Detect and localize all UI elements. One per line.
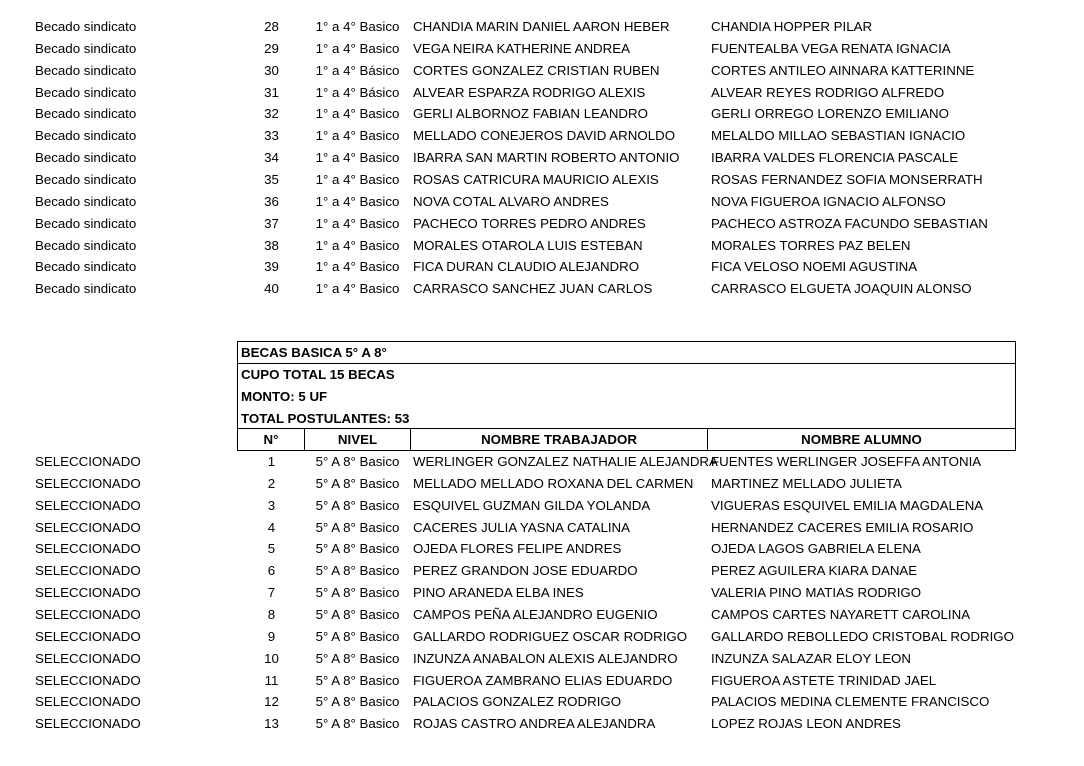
table-row (0, 103, 1084, 125)
row-nivel: 1° a 4° Básico (315, 62, 400, 78)
row-student-name: INZUNZA SALAZAR ELOY LEON (711, 650, 912, 666)
row-worker-name: PEREZ GRANDON JOSE EDUARDO (413, 563, 638, 579)
row-student-name: CARRASCO ELGUETA JOAQUIN ALONSO (711, 281, 972, 297)
row-worker-name: MELLADO MELLADO ROXANA DEL CARMEN (413, 475, 694, 491)
row-nivel: 1° a 4° Básico (315, 84, 400, 100)
row-status: Becado sindicato (35, 281, 137, 297)
table-row (0, 147, 1084, 169)
row-nivel: 1° a 4° Basico (315, 237, 400, 253)
table-row (0, 604, 1084, 626)
row-nivel: 1° a 4° Basico (315, 171, 400, 187)
row-status: SELECCIONADO (35, 454, 141, 469)
row-number: 7 (267, 585, 276, 601)
row-student-name: VIGUERAS ESQUIVEL EMILIA MAGDALENA (711, 497, 984, 513)
row-worker-name: IBARRA SAN MARTIN ROBERTO ANTONIO (413, 150, 680, 166)
table-row (0, 16, 1084, 38)
row-number: 30 (264, 62, 279, 78)
row-worker-name: CORTES GONZALEZ CRISTIAN RUBEN (413, 62, 660, 78)
table-row (0, 648, 1084, 670)
row-status: Becado sindicato (35, 62, 137, 78)
row-worker-name: PINO ARANEDA ELBA INES (413, 585, 584, 601)
row-number: 29 (264, 40, 279, 56)
row-student-name: VALERIA PINO MATIAS RODRIGO (711, 585, 922, 601)
row-number: 9 (267, 628, 276, 644)
row-status: Becado sindicato (35, 237, 137, 253)
row-nivel: 1° a 4° Basico (315, 40, 400, 56)
row-number: 28 (264, 19, 279, 34)
row-number: 13 (264, 716, 279, 732)
row-status: Becado sindicato (35, 171, 137, 187)
row-status: Becado sindicato (35, 150, 137, 166)
row-nivel: 5° A 8° Basico (315, 519, 400, 535)
row-nivel: 5° A 8° Basico (315, 585, 400, 601)
row-student-name: PACHECO ASTROZA FACUNDO SEBASTIAN (711, 215, 988, 231)
row-nivel: 1° a 4° Basico (315, 193, 400, 209)
column-header-nivel: NIVEL (337, 432, 378, 447)
row-student-name: IBARRA VALDES FLORENCIA PASCALE (711, 150, 959, 166)
table-row (0, 82, 1084, 104)
row-nivel: 5° A 8° Basico (315, 694, 400, 710)
row-worker-name: CARRASCO SANCHEZ JUAN CARLOS (413, 281, 653, 297)
row-worker-name: FICA DURAN CLAUDIO ALEJANDRO (413, 259, 640, 275)
row-student-name: MELALDO MILLAO SEBASTIAN IGNACIO (711, 128, 966, 144)
row-status: Becado sindicato (35, 215, 137, 231)
row-status: SELECCIONADO (35, 541, 141, 557)
row-status: SELECCIONADO (35, 716, 141, 732)
row-nivel: 5° A 8° Basico (315, 672, 400, 688)
row-student-name: CHANDIA HOPPER PILAR (711, 19, 873, 34)
row-nivel: 1° a 4° Basico (315, 128, 400, 144)
row-worker-name: ROSAS CATRICURA MAURICIO ALEXIS (413, 171, 659, 187)
row-nivel: 1° a 4° Basico (315, 106, 400, 122)
section-header-box (237, 341, 1016, 451)
row-nivel: 5° A 8° Basico (315, 628, 400, 644)
row-number: 8 (267, 606, 276, 622)
row-nivel: 1° a 4° Basico (315, 281, 400, 297)
row-worker-name: NOVA COTAL ALVARO ANDRES (413, 193, 609, 209)
table-row (0, 713, 1084, 735)
table-row (0, 38, 1084, 60)
row-status: Becado sindicato (35, 128, 137, 144)
row-nivel: 5° A 8° Basico (315, 541, 400, 557)
row-number: 31 (264, 84, 279, 100)
row-status: SELECCIONADO (35, 628, 141, 644)
row-student-name: ALVEAR REYES RODRIGO ALFREDO (711, 84, 945, 100)
table-row (0, 213, 1084, 235)
table-row (0, 125, 1084, 147)
row-student-name: CAMPOS CARTES NAYARETT CAROLINA (711, 606, 971, 622)
table-row (0, 582, 1084, 604)
row-status: SELECCIONADO (35, 519, 141, 535)
row-worker-name: CACERES JULIA YASNA CATALINA (413, 519, 631, 535)
row-nivel: 5° A 8° Basico (315, 606, 400, 622)
row-nivel: 1° a 4° Basico (315, 259, 400, 275)
row-worker-name: GERLI ALBORNOZ FABIAN LEANDRO (413, 106, 648, 122)
table-row (0, 626, 1084, 648)
row-number: 35 (264, 171, 279, 187)
total-postulantes-label: TOTAL POSTULANTES: 53 (241, 411, 410, 426)
row-number: 32 (264, 106, 279, 122)
row-status: Becado sindicato (35, 259, 137, 275)
row-student-name: ROSAS FERNANDEZ SOFIA MONSERRATH (711, 171, 983, 187)
column-header-student: NOMBRE ALUMNO (801, 432, 922, 447)
row-status: SELECCIONADO (35, 650, 141, 666)
row-worker-name: CAMPOS PEÑA ALEJANDRO EUGENIO (413, 606, 658, 622)
table-row (0, 560, 1084, 582)
table-row (0, 495, 1084, 517)
row-worker-name: VEGA NEIRA KATHERINE ANDREA (413, 40, 630, 56)
row-worker-name: MELLADO CONEJEROS DAVID ARNOLDO (413, 128, 676, 144)
row-number: 38 (264, 237, 279, 253)
column-header-worker: NOMBRE TRABAJADOR (481, 432, 637, 447)
row-status: SELECCIONADO (35, 694, 141, 710)
table-row (0, 169, 1084, 191)
row-number: 6 (267, 563, 276, 579)
row-nivel: 5° A 8° Basico (315, 454, 400, 469)
row-number: 1 (267, 454, 276, 469)
table-row (0, 256, 1084, 278)
row-status: Becado sindicato (35, 19, 137, 34)
row-number: 4 (267, 519, 276, 535)
row-student-name: NOVA FIGUEROA IGNACIO ALFONSO (711, 193, 946, 209)
row-number: 33 (264, 128, 279, 144)
row-student-name: PEREZ AGUILERA KIARA DANAE (711, 563, 918, 579)
row-number: 10 (264, 650, 279, 666)
table-row (0, 451, 1084, 473)
row-student-name: FUENTES WERLINGER JOSEFFA ANTONIA (711, 454, 982, 469)
row-number: 34 (264, 150, 279, 166)
row-status: SELECCIONADO (35, 672, 141, 688)
row-student-name: OJEDA LAGOS GABRIELA ELENA (711, 541, 921, 557)
row-nivel: 5° A 8° Basico (315, 475, 400, 491)
row-nivel: 5° A 8° Basico (315, 650, 400, 666)
monto-label: MONTO: 5 UF (241, 389, 328, 404)
table-row (0, 473, 1084, 495)
row-worker-name: WERLINGER GONZALEZ NATHALIE ALEJANDRA (413, 454, 718, 469)
row-worker-name: ESQUIVEL GUZMAN GILDA YOLANDA (413, 497, 651, 513)
row-nivel: 5° A 8° Basico (315, 497, 400, 513)
row-worker-name: FIGUEROA ZAMBRANO ELIAS EDUARDO (413, 672, 673, 688)
row-number: 5 (267, 541, 276, 557)
row-student-name: GERLI ORREGO LORENZO EMILIANO (711, 106, 949, 122)
row-student-name: FIGUEROA ASTETE TRINIDAD JAEL (711, 672, 937, 688)
table-row (0, 691, 1084, 713)
row-nivel: 5° A 8° Basico (315, 716, 400, 732)
table-row (0, 60, 1084, 82)
row-worker-name: PACHECO TORRES PEDRO ANDRES (413, 215, 646, 231)
row-status: Becado sindicato (35, 193, 137, 209)
table-row (0, 278, 1084, 300)
row-student-name: FICA VELOSO NOEMI AGUSTINA (711, 259, 918, 275)
row-student-name: CORTES ANTILEO AINNARA KATTERINNE (711, 62, 975, 78)
row-status: Becado sindicato (35, 40, 137, 56)
row-student-name: MORALES TORRES PAZ BELEN (711, 237, 911, 253)
row-student-name: LOPEZ ROJAS LEON ANDRES (711, 716, 901, 732)
row-status: SELECCIONADO (35, 475, 141, 491)
row-number: 36 (264, 193, 279, 209)
row-status: SELECCIONADO (35, 497, 141, 513)
row-nivel: 1° a 4° Basico (315, 150, 400, 166)
row-nivel: 1° a 4° Basico (315, 215, 400, 231)
table-row (0, 538, 1084, 560)
row-status: SELECCIONADO (35, 606, 141, 622)
row-student-name: MARTINEZ MELLADO JULIETA (711, 475, 902, 491)
row-number: 37 (264, 215, 279, 231)
row-number: 2 (267, 475, 276, 491)
row-status: Becado sindicato (35, 84, 137, 100)
row-number: 11 (264, 672, 279, 688)
row-worker-name: INZUNZA ANABALON ALEXIS ALEJANDRO (413, 650, 678, 666)
row-worker-name: MORALES OTAROLA LUIS ESTEBAN (413, 237, 643, 253)
section-title: BECAS BASICA 5° A 8° (241, 345, 387, 360)
column-header-num: N° (263, 432, 279, 447)
row-worker-name: ALVEAR ESPARZA RODRIGO ALEXIS (413, 84, 646, 100)
row-worker-name: ROJAS CASTRO ANDREA ALEJANDRA (413, 716, 656, 732)
row-worker-name: OJEDA FLORES FELIPE ANDRES (413, 541, 622, 557)
row-number: 3 (267, 497, 276, 513)
row-student-name: FUENTEALBA VEGA RENATA IGNACIA (711, 40, 951, 56)
table-row (0, 670, 1084, 692)
row-nivel: 1° a 4° Basico (315, 19, 400, 34)
row-status: SELECCIONADO (35, 563, 141, 579)
row-number: 12 (264, 694, 279, 710)
row-number: 39 (264, 259, 279, 275)
table-row (0, 191, 1084, 213)
row-worker-name: CHANDIA MARIN DANIEL AARON HEBER (413, 19, 670, 34)
row-number: 40 (264, 281, 279, 297)
table-row (0, 235, 1084, 257)
row-nivel: 5° A 8° Basico (315, 563, 400, 579)
cupo-total-label: CUPO TOTAL 15 BECAS (241, 367, 395, 382)
row-student-name: GALLARDO REBOLLEDO CRISTOBAL RODRIGO (711, 628, 1014, 644)
row-worker-name: GALLARDO RODRIGUEZ OSCAR RODRIGO (413, 628, 688, 644)
row-worker-name: PALACIOS GONZALEZ RODRIGO (413, 694, 622, 710)
row-student-name: PALACIOS MEDINA CLEMENTE FRANCISCO (711, 694, 990, 710)
row-status: SELECCIONADO (35, 585, 141, 601)
row-student-name: HERNANDEZ CACERES EMILIA ROSARIO (711, 519, 974, 535)
row-status: Becado sindicato (35, 106, 137, 122)
table-row (0, 517, 1084, 539)
